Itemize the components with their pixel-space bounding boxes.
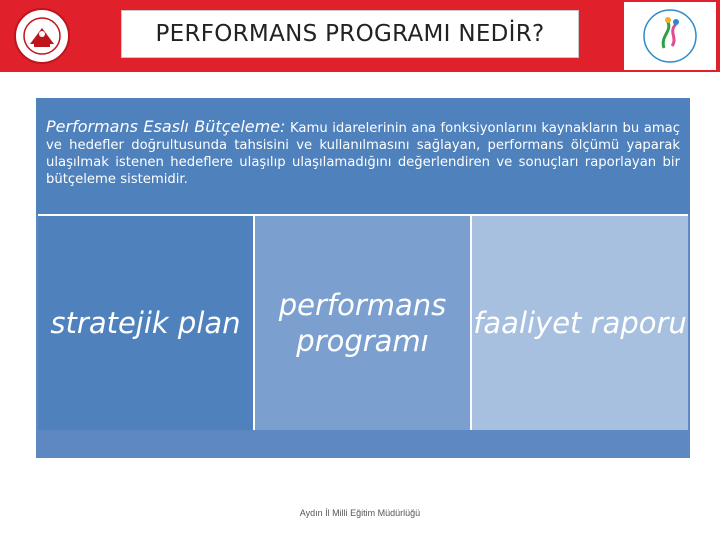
title-box [121,10,579,58]
column-label: stratejik plan [50,306,241,340]
description-body: Kamu idarelerinin ana fonksiyonlarını kaynakların bu amaç ve hedefler doğrultusunda tahsisini ve kullanılmasını sağlayan, performans ölçümü yaparak ulaşılmak istenen hedeflere ulaşılıp ulaşılamadığını değerlendiren ve sonuçları raporlayan bir bütçeleme sistemidir. [46,121,680,187]
header-band [0,0,720,72]
column-strategic-plan [38,216,253,430]
school-logo-icon [624,2,716,70]
column-label: performans programı [278,288,447,358]
description-lead: Performans Esaslı Bütçeleme: [46,117,286,136]
column-activity-report [472,216,688,430]
column-label: faaliyet raporu [473,306,687,340]
description-panel [36,98,690,214]
frame-right [688,214,690,430]
page-title: PERFORMANS PROGRAMI NEDİR? [155,21,545,47]
ministry-seal-icon [8,6,76,66]
footer-text: Aydın İl Milli Eğitim Müdürlüğü [299,508,421,518]
column-performance-program [255,216,470,430]
bottom-bar [36,430,690,458]
